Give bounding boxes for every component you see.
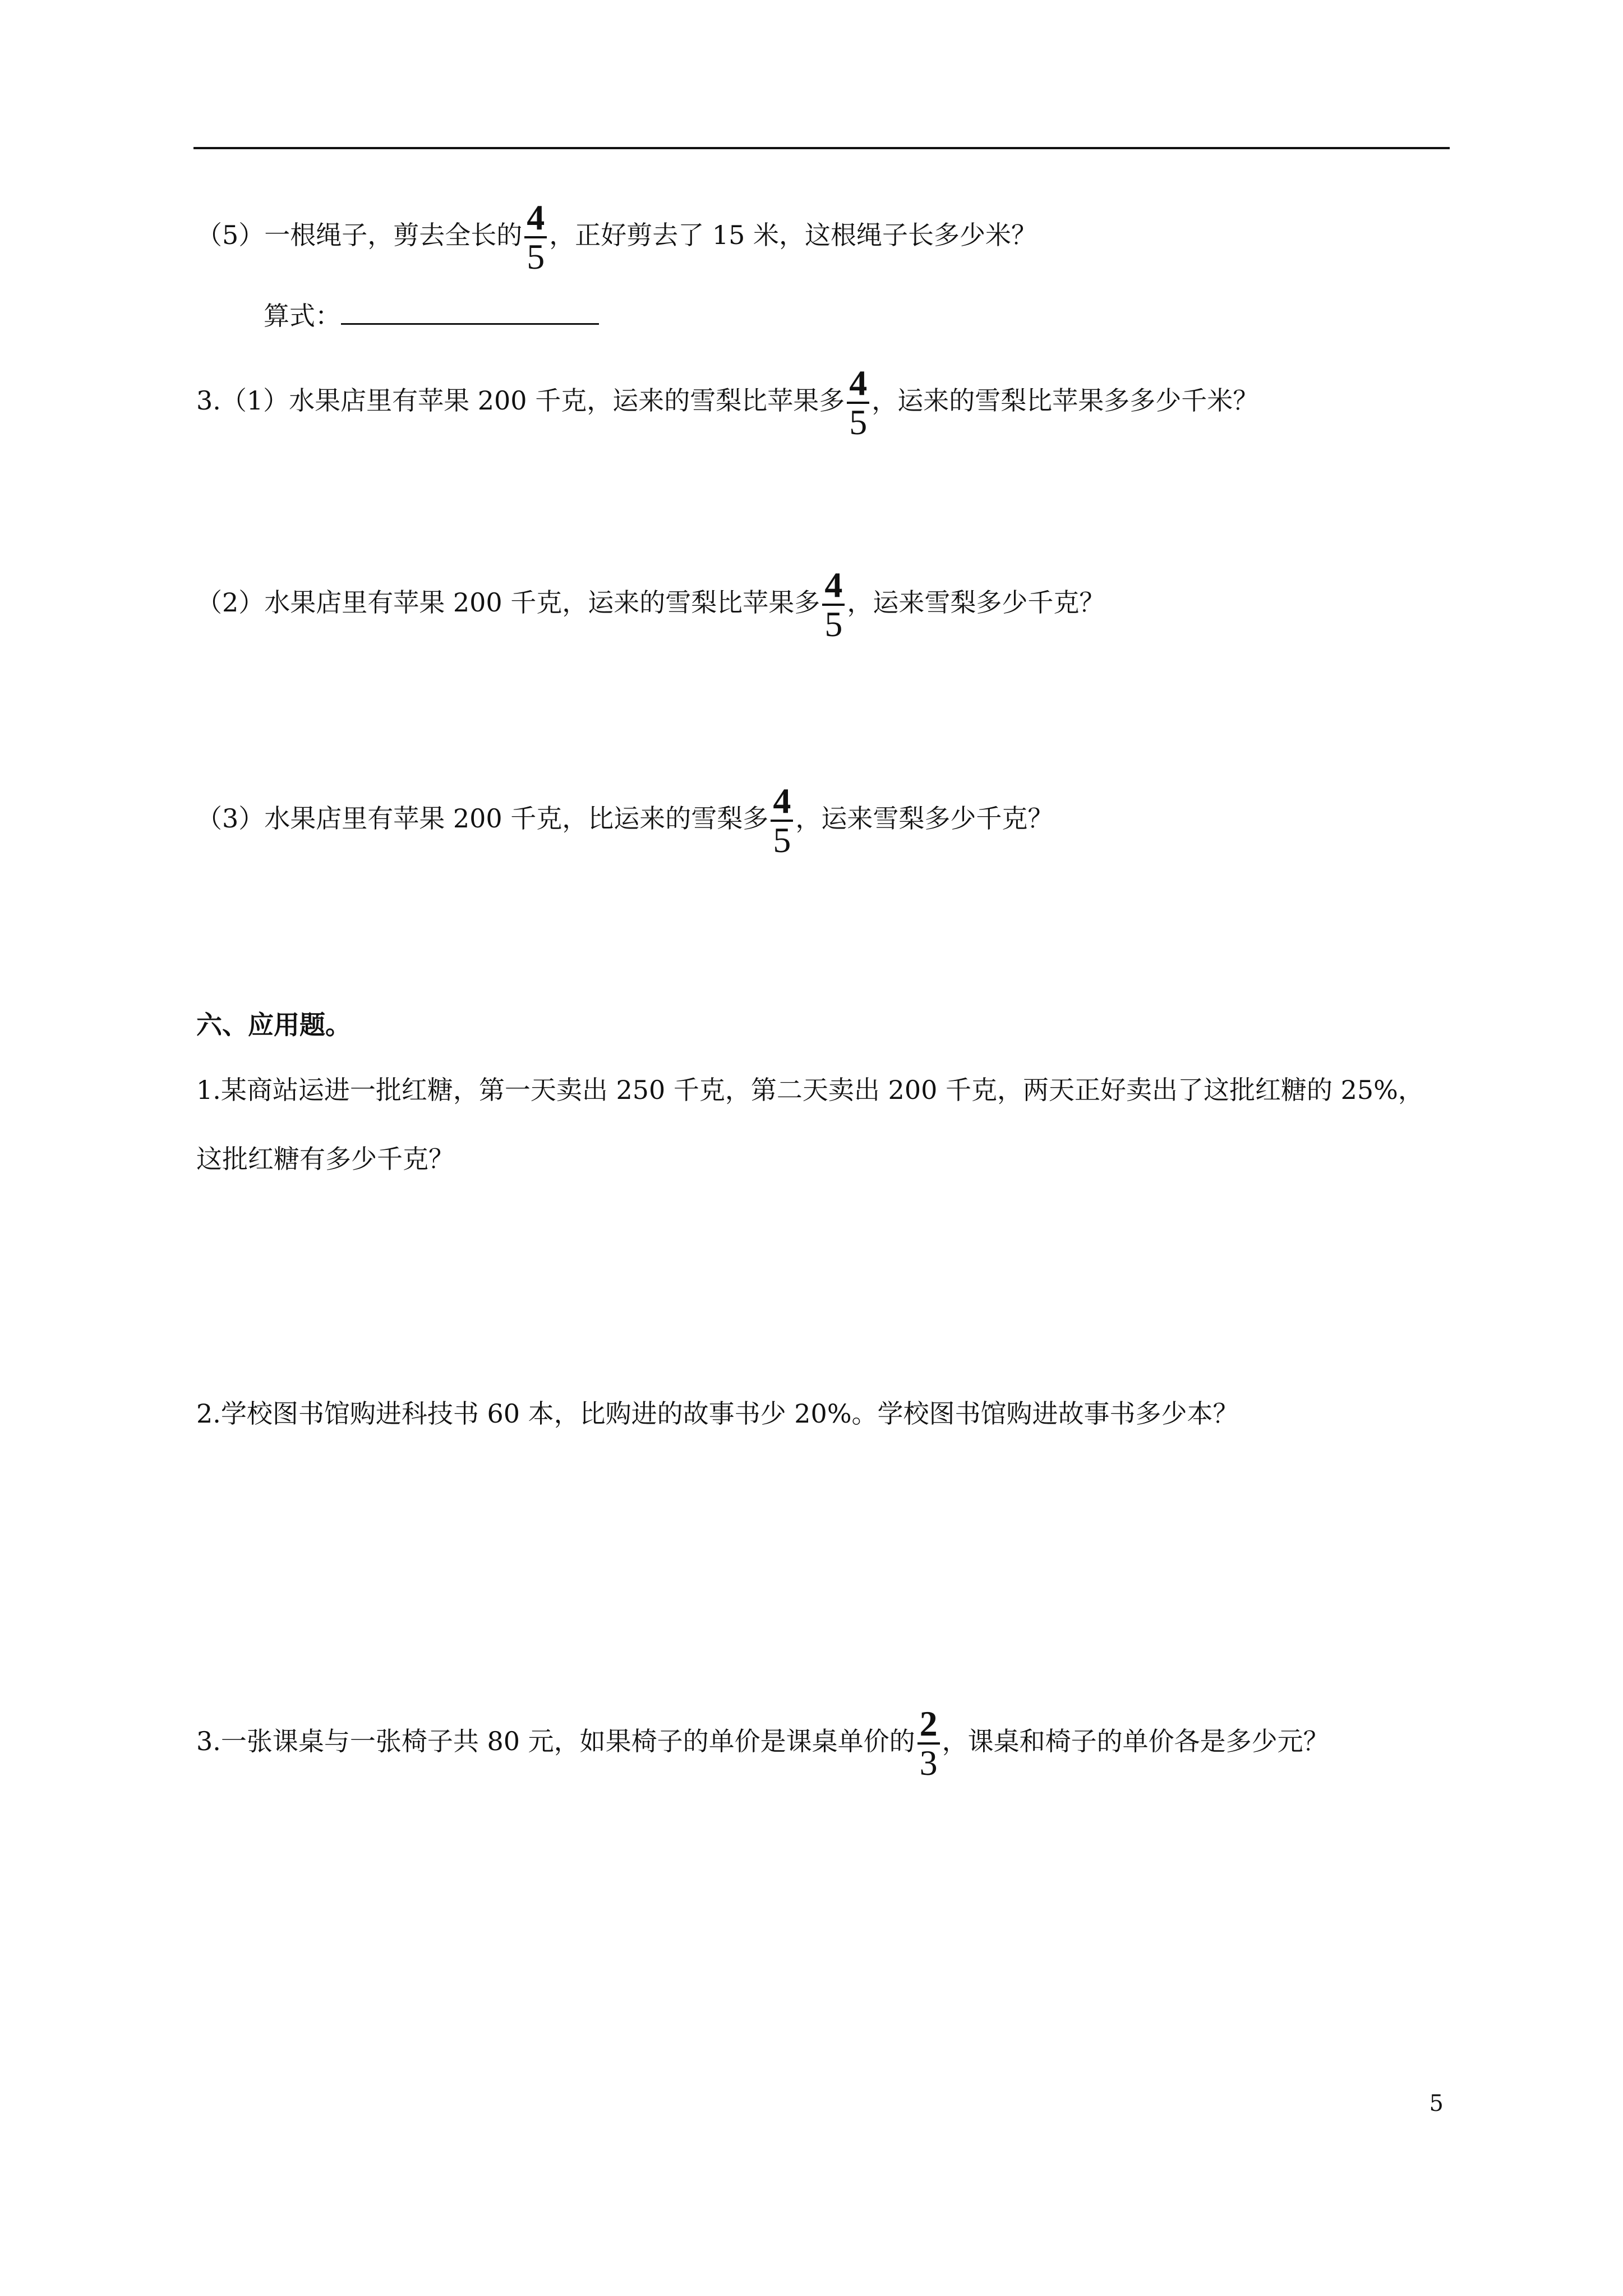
fraction-2-3 (917, 1705, 940, 1782)
application-question-1-line-1: 1.某商站运进一批红糖，第一天卖出 250 千克，第二天卖出 200 千克，两天正好卖出了这批红糖的 25%， (196, 1075, 1424, 1105)
question-3-2-text-before: （2）水果店里有苹果 200 千克，运来的雪梨比苹果多 (196, 587, 820, 618)
section-title: 六、应用题。 (196, 1010, 351, 1040)
question-3-3-text-before: （3）水果店里有苹果 200 千克，比运来的雪梨多 (196, 803, 769, 834)
application-question-1-line-2: 这批红糖有多少千克？ (196, 1144, 454, 1174)
fraction-4-5 (524, 199, 547, 275)
question-3-3 (196, 783, 1053, 859)
application-question-3 (196, 1705, 1329, 1782)
formula-label: 算式： (264, 301, 341, 331)
fraction-numerator: 2 (917, 1705, 940, 1745)
fraction-numerator: 4 (524, 199, 547, 238)
application-question-3-text-after: ，课桌和椅子的单价各是多少元？ (942, 1726, 1329, 1756)
fraction-4-5 (771, 783, 793, 859)
question-3-2-text-after: ，运来雪梨多少千克？ (847, 587, 1105, 618)
question-5 (196, 199, 1037, 275)
application-question-3-text-before: 3.一张课桌与一张椅子共 80 元，如果椅子的单价是课桌单价的 (196, 1726, 915, 1756)
fraction-denominator: 5 (849, 402, 868, 442)
question-3-3-text-after: ，运来雪梨多少千克？ (795, 803, 1054, 834)
fraction-denominator: 5 (773, 820, 791, 860)
question-3-1-text-before: 3.（1）水果店里有苹果 200 千克，运来的雪梨比苹果多 (196, 385, 845, 416)
question-5-text-after: ，正好剪去了 15 米，这根绳子长多少米？ (549, 220, 1038, 250)
question-3-1-text-after: ，运来的雪梨比苹果多多少千米？ (872, 385, 1259, 416)
fraction-numerator: 4 (822, 567, 845, 606)
fraction-4-5 (847, 365, 869, 441)
fraction-denominator: 5 (527, 237, 545, 277)
question-3-2 (196, 567, 1105, 643)
header-rule (193, 147, 1450, 149)
application-question-2: 2.学校图书馆购进科技书 60 本，比购进的故事书少 20%。学校图书馆购进故事书多少本？ (196, 1398, 1239, 1429)
fraction-denominator: 5 (824, 604, 843, 644)
question-3-1 (196, 365, 1258, 441)
question-5-text-before: （5）一根绳子，剪去全长的 (196, 220, 523, 250)
formula-row (264, 297, 599, 333)
fraction-denominator: 3 (919, 1743, 938, 1783)
fraction-4-5 (822, 567, 845, 643)
formula-answer-blank[interactable] (341, 297, 599, 325)
fraction-numerator: 4 (847, 365, 869, 404)
page-number: 5 (1429, 2091, 1444, 2116)
fraction-numerator: 4 (771, 783, 793, 822)
